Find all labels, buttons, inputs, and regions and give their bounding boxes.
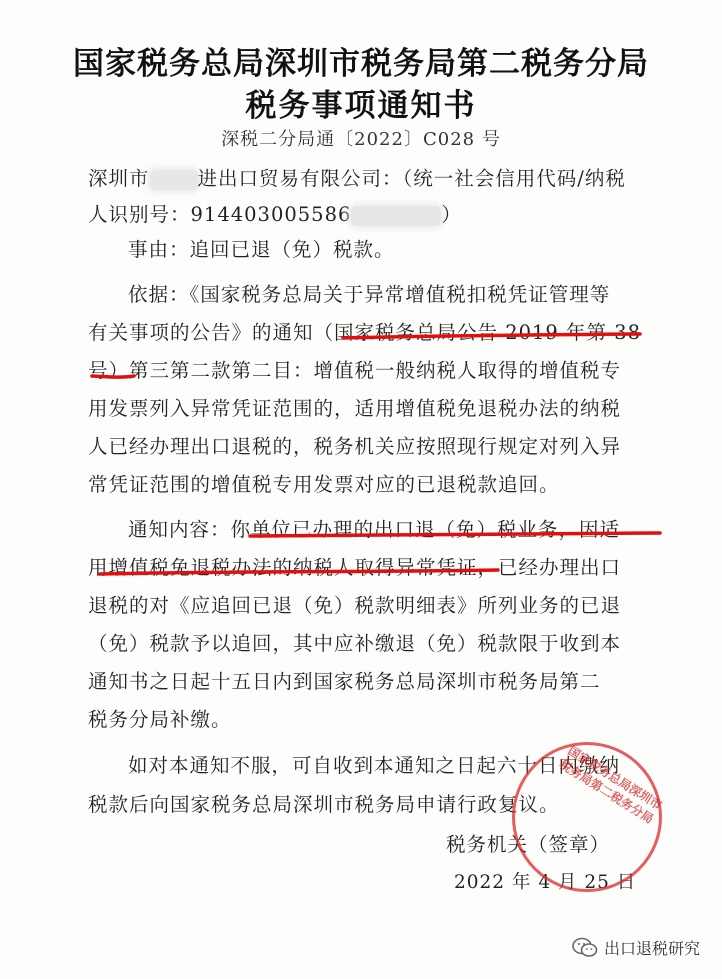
addressee-line-1 [88, 163, 626, 191]
redacted-id [351, 206, 441, 226]
addressee-line-2 [88, 199, 462, 227]
document-title: 税务事项通知书 [245, 88, 477, 124]
redacted-name [150, 170, 198, 190]
addressee-close: ） [441, 203, 462, 226]
account-watermark [572, 936, 700, 959]
basis-line-6: 常凭证范围的增值税专用发票对应的已退税款追回。 [88, 473, 560, 496]
basis-line-3: 号）第三第二款第二目：增值税一般纳税人取得的增值税专 [88, 359, 622, 382]
basis-line-5: 人已经办理出口退税的，税务机关应按照现行规定对列入异 [88, 435, 622, 458]
notice-line-4: （免）税款予以追回，其中应补缴退（免）税款限于收到本 [88, 632, 622, 655]
basis-line-1: 依据：《国家税务总局关于异常增值税扣税凭证管理等 [128, 283, 611, 306]
wechat-icon [572, 937, 598, 959]
notice-line-1: 通知内容：你单位已办理的出口退（免）税业务，因适 [128, 518, 621, 541]
notice-line-5: 通知书之日起十五日内到国家税务总局深圳市税务局第二 [88, 670, 601, 693]
official-seal [512, 742, 665, 892]
addressee-company: 进出口贸易有限公司：（统一社会信用代码/纳税 [197, 167, 626, 190]
document-title-issuer: 国家税务总局深圳市税务局第二税务分局 [73, 46, 649, 82]
appeal-line-1: 如对本通知不服，可自收到本通知之日起六十日内缴纳 [128, 754, 621, 777]
document-number: 深税二分局通〔2022〕C028 号 [221, 129, 501, 150]
appeal-line-2: 税款后向国家税务总局深圳市税务局申请行政复议。 [88, 793, 560, 816]
notice-line-3: 退税的对《应追回已退（免）税款明细表》所列业务的已退 [88, 594, 622, 617]
signature-label: 税务机关（签章） [446, 833, 611, 856]
account-name: 出口退税研究 [603, 939, 700, 958]
addressee-city: 深圳市 [88, 167, 150, 190]
notice-line-6: 税务分局补缴。 [88, 708, 232, 731]
basis-line-2: 有关事项的公告》的通知（国家税务总局公告 2019 年第 38 [88, 321, 642, 344]
notice-line-2: 用增值税免退税办法的纳税人取得异常凭证，已经办理出口 [88, 556, 622, 579]
seal-text: 国家税务总局深圳市税务局第二税务分局 [556, 743, 665, 827]
taxpayer-id: 人识别号：914403005586 [88, 203, 352, 226]
reason-line: 事由：追回已退（免）税款。 [128, 238, 395, 261]
issue-date: 2022 年 4 月 25 日 [454, 872, 637, 893]
basis-line-4: 用发票列入异常凭证范围的，适用增值税免退税办法的纳税 [88, 397, 622, 420]
